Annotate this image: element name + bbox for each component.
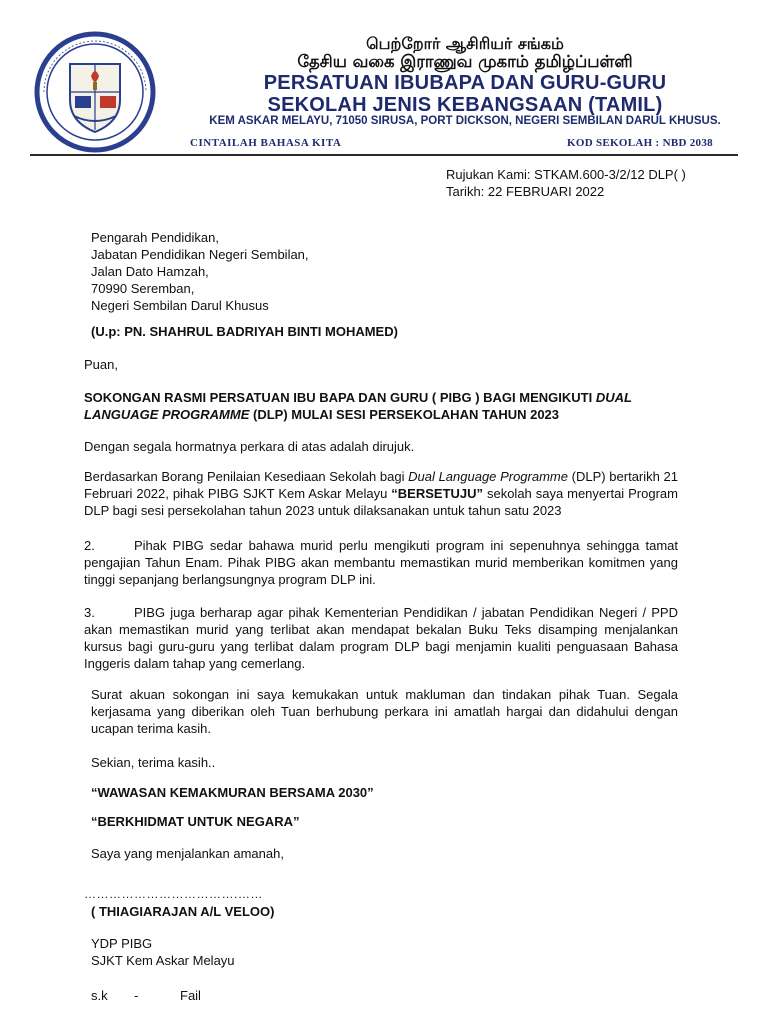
school-crest-logo	[30, 30, 160, 155]
header-title-line-2: SEKOLAH JENIS KEBANGSAAN (TAMIL)	[267, 94, 663, 116]
header-address: KEM ASKAR MELAYU, 71050 SIRUSA, PORT DICKSON, NEGERI SEMBILAN DARUL KHUSUS.	[209, 115, 721, 127]
cc-value: Fail	[180, 988, 201, 1003]
cc-label: s.k	[91, 988, 108, 1003]
reference-date: Tarikh: 22 FEBRUARI 2022	[446, 184, 605, 199]
intro-paragraph: Dengan segala hormatnya perkara di atas adalah dirujuk.	[84, 439, 415, 454]
motto-berkhidmat: “BERKHIDMAT UNTUK NEGARA”	[91, 814, 300, 829]
recipient-line: Jabatan Pendidikan Negeri Sembilan,	[91, 247, 309, 262]
closing-sekian: Sekian, terima kasih..	[91, 755, 216, 770]
header-tamil-line-1: பெற்றோர் ஆசிரியர் சங்கம்	[366, 34, 564, 53]
paragraph-1	[84, 468, 678, 519]
motto-wawasan: “WAWASAN KEMAKMURAN BERSAMA 2030”	[91, 785, 374, 800]
cc-dash: -	[134, 988, 139, 1003]
subject-part-1: SOKONGAN RASMI PERSATUAN IBU BAPA DAN GURU ( PIBG ) BAGI MENGIKUTI	[84, 390, 596, 405]
paragraph-number: 2.	[84, 538, 95, 553]
subject-italic: DUAL LANGUAGE PROGRAMME	[84, 390, 632, 422]
paragraph-4: Surat akuan sokongan ini saya kemukakan untuk makluman dan tindakan pihak Tuan. Segala kerjasama yang diberikan oleh Tuan berhubung perkara ini amatlah hargai dan didahului dengan ucapan terima kasih.	[91, 687, 678, 736]
paragraph-2	[84, 537, 678, 588]
p1-italic: Dual Language Programme	[408, 469, 568, 484]
reference-block	[446, 166, 746, 200]
paragraph-2-text: Pihak PIBG sedar bahawa murid perlu mengikuti program ini sepenuhnya sehingga tamat pengajian Tahun Enam. Pihak PIBG akan membantu memastikan murid memberikan komitmen yang tinggi sepanjang berlangsungnya program DLP ini.	[84, 538, 678, 587]
p1-text-b: (DLP) bertarikh 21 Februari 2022, pihak PIBG SJKT Kem Askar Melayu	[84, 469, 679, 501]
closing-amanah: Saya yang menjalankan amanah,	[91, 846, 284, 861]
salutation: Puan,	[84, 357, 118, 372]
attention-line: (U.p: PN. SHAHRUL BADRIYAH BINTI MOHAMED)	[91, 324, 398, 339]
p1-bold-bersetuju: “BERSETUJU”	[391, 486, 484, 501]
reference-number: Rujukan Kami: STKAM.600-3/2/12 DLP( )	[446, 167, 686, 182]
header-title-line-1: PERSATUAN IBUBAPA DAN GURU-GURU	[263, 72, 667, 94]
paragraph-3	[84, 604, 678, 672]
paragraph-3-text: PIBG juga berharap agar pihak Kementerian Pendidikan / jabatan Pendidikan Negeri / PPD akan memastikan murid yang terlibat akan mendapat bekalan Buku Teks disamping menjalankan kursus bagi guru-guru yang terlibat dalam program DLP bagi menjamin kualiti penguasaan Bahasa Inggeris dalam tahap yang cemerlang.	[84, 605, 678, 671]
header-divider	[30, 154, 738, 156]
signatory-name: ( THIAGIARAJAN A/L VELOO)	[91, 904, 275, 919]
p1-text-c: sekolah saya menyertai Program DLP bagi sesi persekolahan tahun 2023 untuk dilaksanakan untuk tahun satu 2023	[84, 486, 678, 518]
p1-text-a: Berdasarkan Borang Penilaian Kesediaan Sekolah bagi	[84, 469, 409, 484]
signatory-school: SJKT Kem Askar Melayu	[91, 953, 235, 968]
header-slogan: CINTAILAH BAHASA KITA	[190, 137, 342, 149]
recipient-line: Pengarah Pendidikan,	[91, 230, 219, 245]
recipient-address	[91, 229, 491, 314]
signatory-title: YDP PIBG	[91, 936, 153, 951]
recipient-line: 70990 Seremban,	[91, 281, 195, 296]
recipient-line: Jalan Dato Hamzah,	[91, 264, 209, 279]
recipient-line: Negeri Sembilan Darul Khusus	[91, 298, 269, 313]
paragraph-number: 3.	[84, 605, 95, 620]
signature-line: ……………………………….……	[84, 887, 263, 901]
letter-subject	[84, 389, 684, 423]
subject-part-2: (DLP) MULAI SESI PERSEKOLAHAN TAHUN 2023	[249, 407, 560, 422]
header-tamil-line-2: தேசிய வகை இராணுவ முகாம் தமிழ்ப்பள்ளி	[297, 52, 633, 71]
header-school-code: KOD SEKOLAH : NBD 2038	[567, 137, 713, 149]
